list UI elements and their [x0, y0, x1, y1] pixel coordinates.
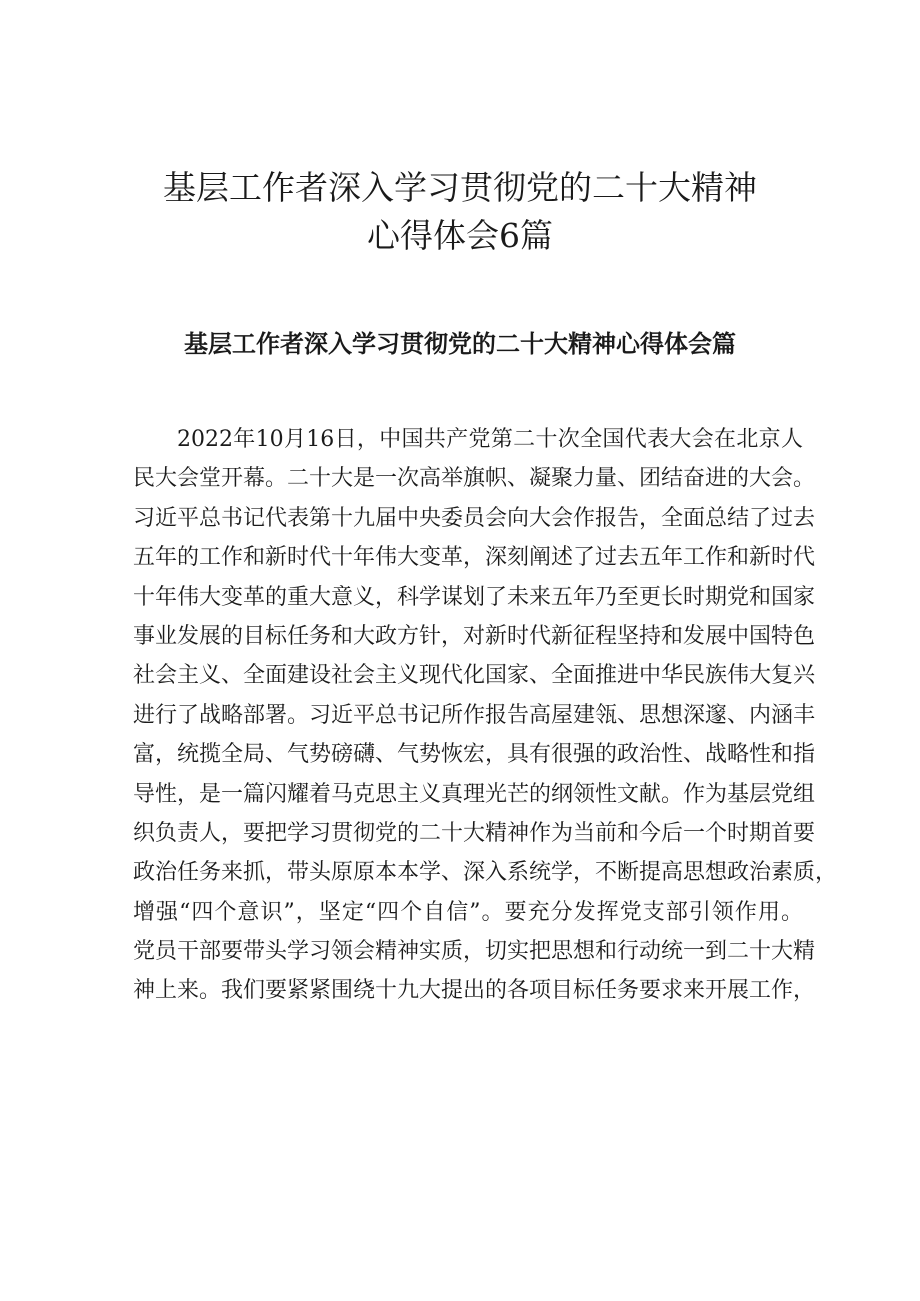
- paragraph-line: 增强“四个意识”，坚定“四个自信”。要充分发挥党支部引领作用。: [133, 899, 803, 925]
- paragraph-line: 神上来。我们要紧紧围绕十九大提出的各项目标任务要求来开展工作，: [133, 978, 816, 1004]
- document-title-line-2: 心得体会6篇: [367, 216, 553, 255]
- paragraph-line: 导性，是一篇闪耀着马克思主义真理光芒的纲领性文献。作为基层党组: [133, 781, 816, 807]
- document-title-line-1: 基层工作者深入学习贯彻党的二十大精神: [163, 168, 757, 207]
- paragraph-line: 事业发展的目标任务和大政方针，对新时代新征程坚持和发展中国特色: [133, 623, 816, 649]
- paragraph-line: 政治任务来抓，带头原原本本学、深入系统学，不断提高思想政治素质，: [133, 860, 838, 886]
- paragraph-line: 党员干部要带头学习领会精神实质，切实把思想和行动统一到二十大精: [133, 939, 816, 965]
- paragraph-line: 民大会堂开幕。二十大是一次高举旗帜、凝聚力量、团结奋进的大会。: [133, 466, 816, 492]
- paragraph-line: 进行了战略部署。习近平总书记所作报告高屋建瓴、思想深邃、内涵丰: [133, 702, 816, 728]
- section-heading: 基层工作者深入学习贯彻党的二十大精神心得体会篇: [184, 330, 736, 358]
- paragraph-line: 富，统揽全局、气势磅礴、气势恢宏，具有很强的政治性、战略性和指: [133, 742, 816, 768]
- paragraph-line: 十年伟大变革的重大意义，科学谋划了未来五年乃至更长时期党和国家: [133, 584, 816, 610]
- paragraph-line: 2022年10月16日，中国共产党第二十次全国代表大会在北京人: [177, 427, 803, 452]
- paragraph-line: 社会主义、全面建设社会主义现代化国家、全面推进中华民族伟大复兴: [133, 663, 816, 689]
- paragraph-line: 织负责人，要把学习贯彻党的二十大精神作为当前和今后一个时期首要: [133, 820, 816, 846]
- paragraph-line: 五年的工作和新时代十年伟大变革，深刻阐述了过去五年工作和新时代: [133, 545, 816, 571]
- body-paragraph: [133, 420, 838, 1011]
- paragraph-line: 习近平总书记代表第十九届中央委员会向大会作报告，全面总结了过去: [133, 505, 816, 531]
